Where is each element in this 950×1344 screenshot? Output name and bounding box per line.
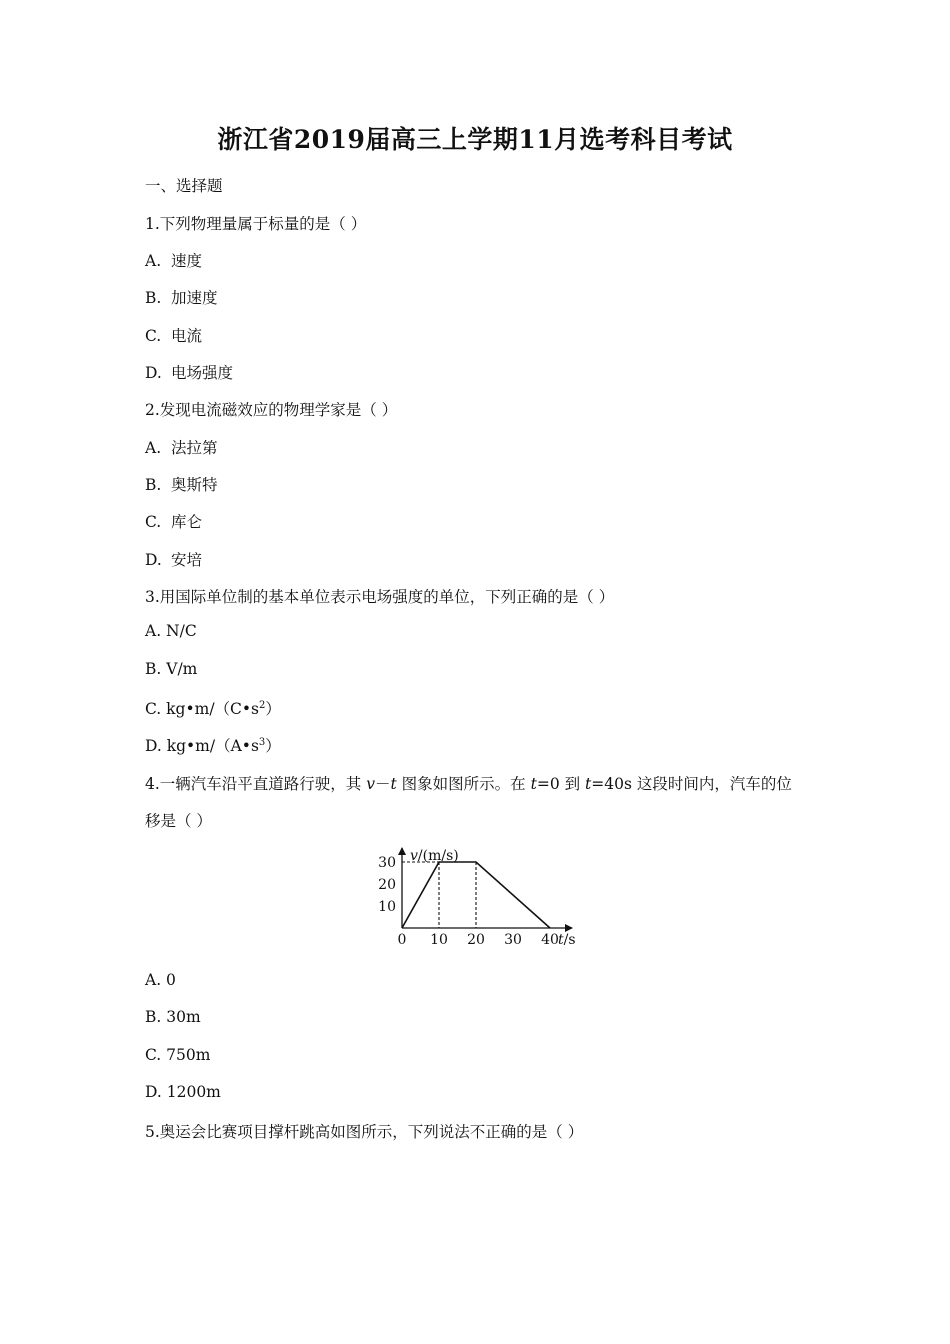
option-text: 库仑 bbox=[171, 513, 203, 531]
y-axis-label: v/(m/s) bbox=[410, 848, 459, 864]
question-1-stem: 1.下列物理量属于标量的是（ ） bbox=[145, 215, 367, 233]
option-letter: B. bbox=[145, 289, 162, 307]
option-text: 速度 bbox=[171, 252, 203, 270]
option-text: 电流 bbox=[171, 327, 203, 345]
option-text: 电场强度 bbox=[171, 364, 234, 382]
y-tick-label: 10 bbox=[378, 899, 396, 915]
q1-option-a bbox=[145, 249, 202, 271]
var-t: t bbox=[530, 775, 537, 793]
option-letter: A. bbox=[145, 252, 162, 270]
x-tick-label: 0 bbox=[397, 932, 407, 948]
option-letter: C. bbox=[145, 513, 162, 531]
stem-part: 4.一辆汽车沿平直道路行驶，其 bbox=[145, 775, 367, 793]
option-text: D. kg•m/（A•s bbox=[145, 737, 259, 755]
option-text: C. kg•m/（C•s bbox=[145, 700, 259, 718]
option-letter: B. bbox=[145, 476, 162, 494]
x-tick-label: 40 bbox=[541, 932, 559, 948]
y-tick-label: 30 bbox=[378, 855, 396, 871]
x-tick-label: 30 bbox=[504, 932, 522, 948]
q4-option-a: A. 0 bbox=[145, 971, 176, 989]
option-text-end: ） bbox=[265, 700, 281, 718]
question-2-stem: 2.发现电流磁效应的物理学家是（ ） bbox=[145, 401, 398, 419]
option-text: 加速度 bbox=[171, 289, 218, 307]
y-tick-label: 20 bbox=[378, 877, 396, 893]
question-4-stem-cont: 移是（ ） bbox=[145, 812, 212, 830]
minus-sign: － bbox=[374, 775, 391, 793]
option-letter: C. bbox=[145, 327, 162, 345]
option-letter: D. bbox=[145, 364, 162, 382]
option-text: 安培 bbox=[171, 551, 203, 569]
x-axis-label: t/s bbox=[558, 932, 576, 948]
vt-chart bbox=[368, 840, 588, 956]
q4-option-c: C. 750m bbox=[145, 1046, 211, 1064]
x-tick-label: 20 bbox=[467, 932, 485, 948]
option-text: 奥斯特 bbox=[171, 476, 218, 494]
q4-option-b: B. 30m bbox=[145, 1008, 201, 1026]
var-v: v bbox=[366, 775, 375, 793]
superscript: 2 bbox=[259, 699, 266, 711]
q3-option-c bbox=[145, 697, 281, 719]
question-3-stem: 3.用国际单位制的基本单位表示电场强度的单位，下列正确的是（ ） bbox=[145, 588, 615, 606]
option-text-end: ） bbox=[265, 737, 281, 755]
q3-option-a: A. N/C bbox=[145, 622, 197, 640]
q1-option-d bbox=[145, 361, 233, 383]
q3-option-d bbox=[145, 734, 281, 756]
q1-option-b bbox=[145, 286, 218, 308]
q2-option-b bbox=[145, 473, 218, 495]
option-letter: A. bbox=[145, 439, 162, 457]
section-heading: 一、选择题 bbox=[145, 177, 223, 195]
q2-option-a bbox=[145, 436, 218, 458]
superscript: 3 bbox=[258, 736, 266, 748]
stem-part: 图象如图所示。在 bbox=[396, 775, 531, 793]
q1-option-c bbox=[145, 324, 202, 346]
stem-part: =0 到 bbox=[536, 775, 586, 793]
var-t: t bbox=[585, 775, 592, 793]
q4-option-d: D. 1200m bbox=[145, 1083, 221, 1101]
option-letter: D. bbox=[145, 551, 162, 569]
question-4-stem bbox=[145, 772, 792, 794]
option-text: 法拉第 bbox=[171, 439, 218, 457]
var-t: t bbox=[390, 775, 397, 793]
q3-option-b: B. V/m bbox=[145, 660, 198, 678]
stem-part: =40s 这段时间内，汽车的位 bbox=[591, 775, 792, 793]
question-5-stem: 5.奥运会比赛项目撑杆跳高如图所示，下列说法不正确的是（ ） bbox=[145, 1123, 584, 1141]
x-tick-label: 10 bbox=[430, 932, 448, 948]
page-title: 浙江省2019届高三上学期11月选考科目考试 bbox=[217, 125, 733, 154]
q2-option-c bbox=[145, 510, 202, 532]
q2-option-d bbox=[145, 548, 202, 570]
vt-graph-svg bbox=[368, 840, 588, 952]
